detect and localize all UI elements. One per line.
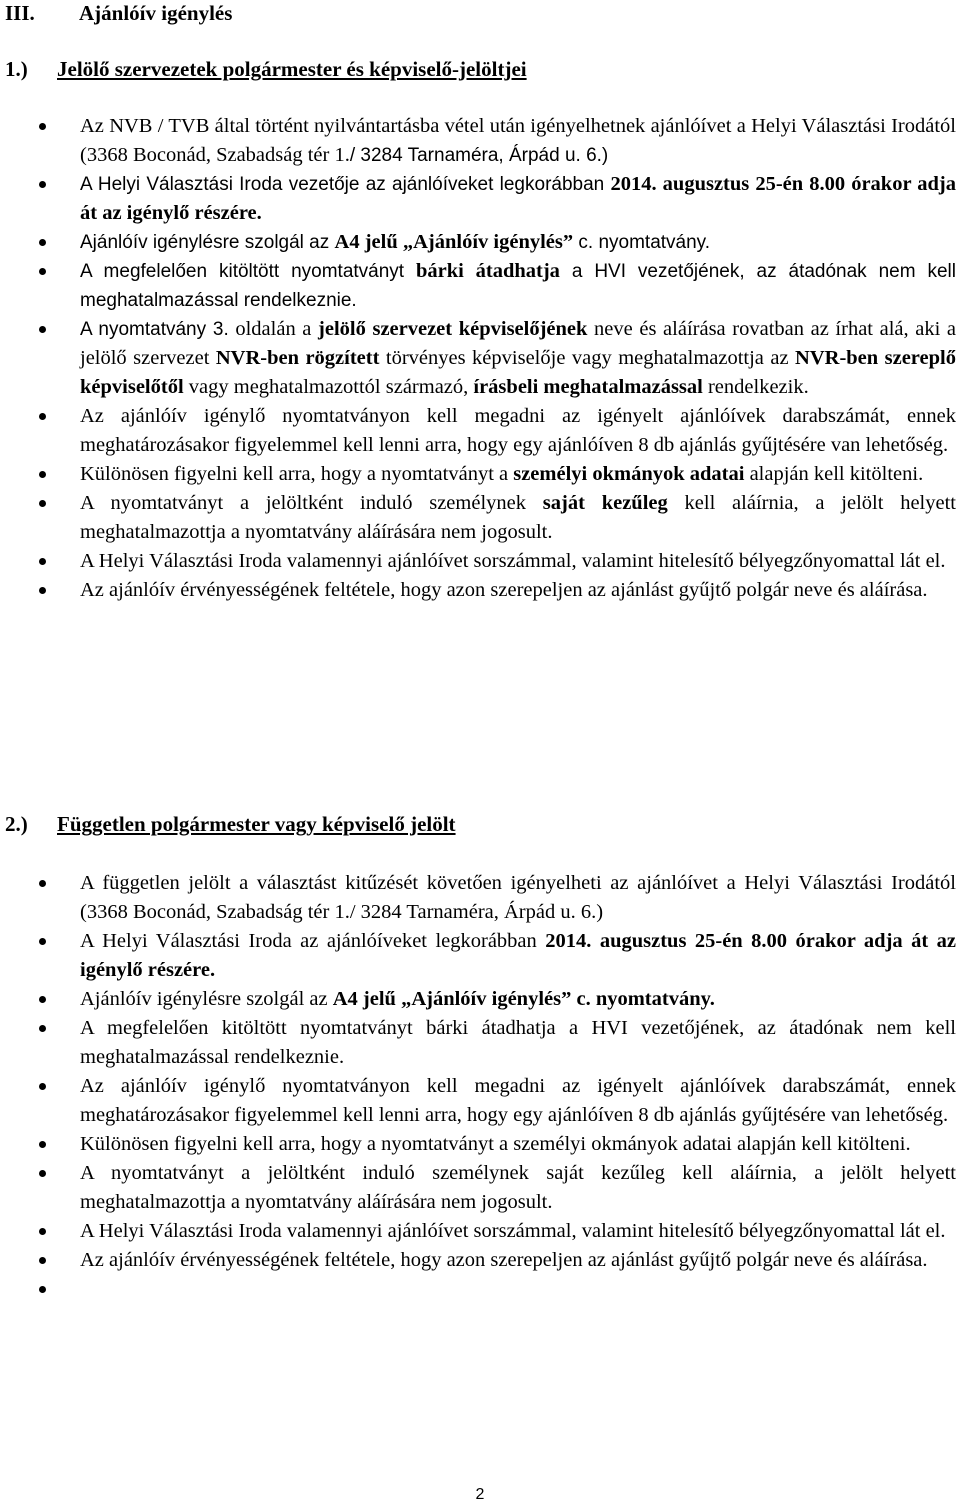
item-text: A Helyi Választási Iroda vezetője az ajánlóíveket legkorábban: [80, 174, 611, 195]
list-item: [0, 257, 960, 315]
item-text: Az ajánlóív igénylő nyomtatványon kell megadni az igényelt ajánlóívek darabszámát, ennek meghatározásakor figyelemmel kell lenni arra, hogy egy ajánlóíven 8 db ajánlás gyűjtésére van lehetőség.: [80, 1075, 956, 1126]
list-item: [0, 1246, 960, 1275]
list-item: [0, 112, 960, 170]
list-item: [0, 985, 960, 1014]
list-item: [0, 1159, 960, 1217]
item-text-bold: bárki átadhatja: [416, 260, 560, 282]
section-1-bullet-list: [0, 112, 960, 605]
item-text: A Helyi Választási Iroda valamennyi ajánlóívet sorszámmal, valamint hitelesítő bélyegzőnyomattal lát el.: [80, 1220, 946, 1242]
item-text: Ajánlóív igénylésre szolgál az: [80, 232, 335, 253]
list-item: [0, 402, 960, 460]
item-text-bold: NVR-ben rögzített: [215, 347, 380, 369]
item-text: Különösen figyelni kell arra, hogy a nyomtatványt a személyi okmányok adatai alapján kell kitölteni.: [80, 1133, 911, 1155]
list-item: [0, 315, 960, 402]
item-text: Ajánlóív igénylésre szolgál az: [80, 988, 333, 1010]
item-text: oldalán a: [228, 318, 319, 340]
section-1-title: Jelölő szervezetek polgármester és képviselő-jelöltjei: [57, 57, 527, 81]
item-text: A független jelölt a választást kitűzését követően igényelheti az ajánlóívet a Helyi Választási Irodától (3368 Boconád, Szabadság tér 1./ 3284 Tarnaméra, Árpád u. 6.): [80, 872, 956, 923]
item-text: Az ajánlóív érvényességének feltétele, hogy azon szerepeljen az ajánlást gyűjtő polgár neve és aláírása.: [80, 579, 928, 601]
section-2-bullet-list: [0, 869, 960, 1304]
item-text: A Helyi Választási Iroda az ajánlóíveket legkorábban: [80, 930, 546, 952]
list-item: [0, 1130, 960, 1159]
item-text: neve és aláírása rovatban az írhat alá, aki a jelölő szervezet: [80, 318, 956, 369]
item-text: Az NVB / TVB által történt nyilvántartásba vétel után igényelhetnek ajánlóívet a Helyi Választási Irodától (3368 Boconád, Szabadság tér 1.: [80, 115, 956, 166]
item-text: alapján kell kitölteni.: [744, 463, 924, 485]
item-text: / 3284 Tarnaméra, Árpád u. 6.): [349, 145, 609, 166]
chapter-heading: [5, 0, 232, 26]
chapter-title: Ajánlóív igénylés: [79, 1, 233, 25]
list-item: [0, 1217, 960, 1246]
section-1-heading: [5, 56, 527, 82]
section-2-heading: [5, 811, 456, 837]
item-text: Különösen figyelni kell arra, hogy a nyomtatványt a: [80, 463, 514, 485]
item-text: kell aláírnia, a jelölt helyett meghatalmazottja a nyomtatvány aláírására nem jogosult.: [80, 492, 956, 543]
item-text: a HVI vezetőjének, az átadónak nem kell meghatalmazással rendelkeznie.: [80, 261, 956, 311]
section-2-title: Független polgármester vagy képviselő jelölt: [57, 812, 456, 836]
item-text: A nyomtatványt a jelöltként induló személynek saját kezűleg kell aláírnia, a jelölt helyett meghatalmazottja a nyomtatvány aláírására nem jogosult.: [80, 1162, 956, 1213]
item-text: rendelkezik.: [702, 376, 809, 398]
section-1-number: 1.): [5, 57, 28, 81]
item-text-bold: jelölő szervezet képviselőjének: [318, 318, 588, 340]
item-text: vagy meghatalmazottól származó,: [183, 376, 474, 398]
item-text-bold: A4 jelű „Ajánlóív igénylés”: [334, 231, 574, 253]
item-text-bold: személyi okmányok adatai: [513, 463, 745, 485]
item-text-bold: írásbeli meghatalmazással: [473, 376, 703, 398]
item-text-bold: 2014. augusztus 25-én 8.00 órakor adja át az igénylő részére.: [80, 173, 956, 224]
item-text: Az ajánlóív érvényességének feltétele, hogy azon szerepeljen az ajánlást gyűjtő polgár neve és aláírása.: [80, 1249, 928, 1271]
list-item: [0, 460, 960, 489]
item-text: A megfelelően kitöltött nyomtatványt bárki átadhatja a HVI vezetőjének, az átadónak nem kell meghatalmazással rendelkeznie.: [80, 1017, 956, 1068]
list-item: [0, 170, 960, 228]
item-text: Az ajánlóív igénylő nyomtatványon kell megadni az igényelt ajánlóívek darabszámát, ennek meghatározásakor figyelemmel kell lenni arra, hogy egy ajánlóíven 8 db ajánlás gyűjtésére van lehetőség.: [80, 405, 956, 456]
item-text: c. nyomtatvány.: [573, 232, 711, 253]
list-item: [0, 1014, 960, 1072]
item-text-bold: 2014. augusztus 25-én 8.00 órakor adja át az igénylő részére.: [80, 930, 956, 981]
list-item: [0, 576, 960, 605]
item-text: A nyomtatványt a jelöltként induló személynek: [80, 492, 543, 514]
list-item: [0, 547, 960, 576]
list-item: [0, 228, 960, 257]
item-text: A megfelelően kitöltött nyomtatványt: [80, 261, 417, 282]
list-item-empty: [0, 1275, 960, 1304]
item-text: A Helyi Választási Iroda valamennyi ajánlóívet sorszámmal, valamint hitelesítő bélyegzőnyomattal lát el.: [80, 550, 946, 572]
list-item: [0, 489, 960, 547]
item-text-bold: NVR-ben szereplő képviselőtől: [80, 347, 956, 398]
list-item: [0, 1072, 960, 1130]
list-item: [0, 869, 960, 927]
list-item: [0, 927, 960, 985]
item-text: törvényes képviselője vagy meghatalmazottja az: [379, 347, 796, 369]
section-2-number: 2.): [5, 812, 28, 836]
item-text-bold: saját kezűleg: [542, 492, 668, 514]
page-number: 2: [475, 1486, 485, 1503]
chapter-number: III.: [5, 1, 35, 25]
item-text: A nyomtatvány 3.: [80, 319, 229, 340]
item-text-bold: A4 jelű „Ajánlóív igénylés” c. nyomtatvány.: [332, 988, 715, 1010]
